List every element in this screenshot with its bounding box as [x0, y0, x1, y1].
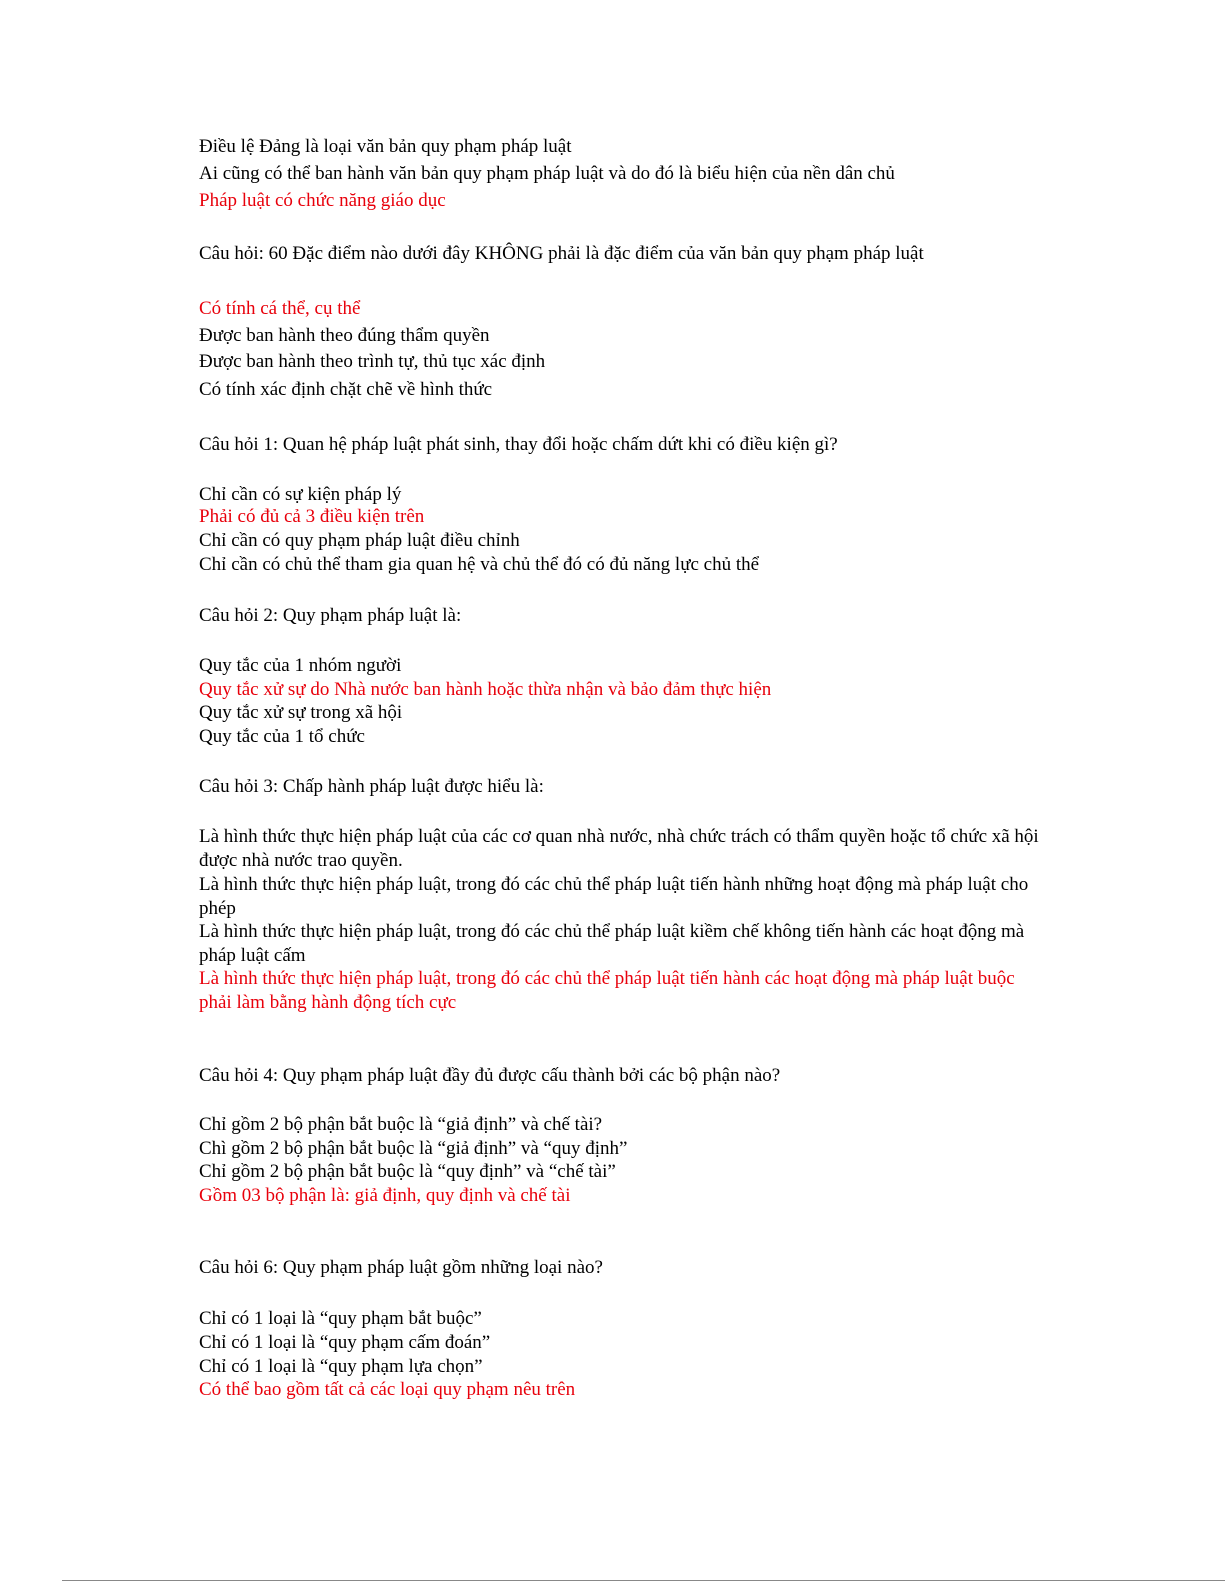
q6-option-3: Chỉ có 1 loại là “quy phạm lựa chọn” [199, 1356, 483, 1377]
q6-option-1: Chỉ có 1 loại là “quy phạm bắt buộc” [199, 1308, 482, 1329]
question-4: Câu hỏi 4: Quy phạm pháp luật đầy đủ được cấu thành bởi các bộ phận nào? [199, 1065, 781, 1086]
q60-option-3: Được ban hành theo trình tự, thủ tục xác định [199, 351, 546, 372]
q4-option-3: Chỉ gồm 2 bộ phận bắt buộc là “quy định” và “chế tài” [199, 1161, 616, 1182]
q3-option-3: Là hình thức thực hiện pháp luật, trong đó các chủ thể pháp luật kiềm chế không tiến hành các hoạt động mà pháp luật cấm [199, 921, 1025, 966]
q6-option-4-answer: Có thể bao gồm tất cả các loại quy phạm nêu trên [199, 1379, 576, 1400]
q1-option-3: Chỉ cần có quy phạm pháp luật điều chỉnh [199, 530, 520, 551]
question-2: Câu hỏi 2: Quy phạm pháp luật là: [199, 605, 462, 626]
q2-option-1: Quy tắc của 1 nhóm người [199, 655, 402, 676]
q4-option-4-answer: Gồm 03 bộ phận là: giả định, quy định và chế tài [199, 1185, 571, 1206]
question-6: Câu hỏi 6: Quy phạm pháp luật gồm những loại nào? [199, 1257, 603, 1278]
intro-line-1: Điều lệ Đảng là loại văn bản quy phạm pháp luật [199, 136, 572, 157]
page-bottom-rule [62, 1580, 1225, 1581]
q3-option-4-answer: Là hình thức thực hiện pháp luật, trong đó các chủ thể pháp luật tiến hành các hoạt động mà pháp luật buộc phải làm bằng hành động tích cực [199, 968, 1015, 1013]
intro-line-3-answer: Pháp luật có chức năng giáo dục [199, 190, 446, 211]
question-60: Câu hỏi: 60 Đặc điểm nào dưới đây KHÔNG phải là đặc điểm của văn bản quy phạm pháp luật [199, 243, 924, 264]
q6-option-2: Chỉ có 1 loại là “quy phạm cấm đoán” [199, 1332, 491, 1353]
q1-option-2-answer: Phải có đủ cả 3 điều kiện trên [199, 506, 425, 527]
intro-line-2: Ai cũng có thể ban hành văn bản quy phạm pháp luật và do đó là biểu hiện của nền dân chủ [199, 163, 895, 184]
question-3: Câu hỏi 3: Chấp hành pháp luật được hiểu là: [199, 776, 544, 797]
q3-option-2: Là hình thức thực hiện pháp luật, trong đó các chủ thể pháp luật tiến hành những hoạt động mà pháp luật cho phép [199, 874, 1029, 919]
q3-option-1: Là hình thức thực hiện pháp luật của các cơ quan nhà nước, nhà chức trách có thẩm quyền hoặc tổ chức xã hội được nhà nước trao quyền. [199, 826, 1039, 871]
q60-option-4: Có tính xác định chặt chẽ về hình thức [199, 379, 493, 400]
q1-option-1: Chỉ cần có sự kiện pháp lý [199, 484, 402, 505]
q4-option-2: Chì gồm 2 bộ phận bắt buộc là “giả định” và “quy định” [199, 1138, 628, 1159]
q2-option-2-answer: Quy tắc xử sự do Nhà nước ban hành hoặc thừa nhận và bảo đảm thực hiện [199, 679, 772, 700]
q1-option-4: Chỉ cần có chủ thể tham gia quan hệ và chủ thể đó có đủ năng lực chủ thể [199, 554, 760, 575]
q2-option-3: Quy tắc xử sự trong xã hội [199, 702, 403, 723]
q60-option-1-answer: Có tính cá thể, cụ thể [199, 298, 361, 319]
question-1: Câu hỏi 1: Quan hệ pháp luật phát sinh, thay đổi hoặc chấm dứt khi có điều kiện gì? [199, 434, 838, 455]
q4-option-1: Chỉ gồm 2 bộ phận bắt buộc là “giả định” và chế tài? [199, 1114, 603, 1135]
q2-option-4: Quy tắc của 1 tổ chức [199, 726, 365, 747]
q60-option-2: Được ban hành theo đúng thẩm quyền [199, 325, 490, 346]
